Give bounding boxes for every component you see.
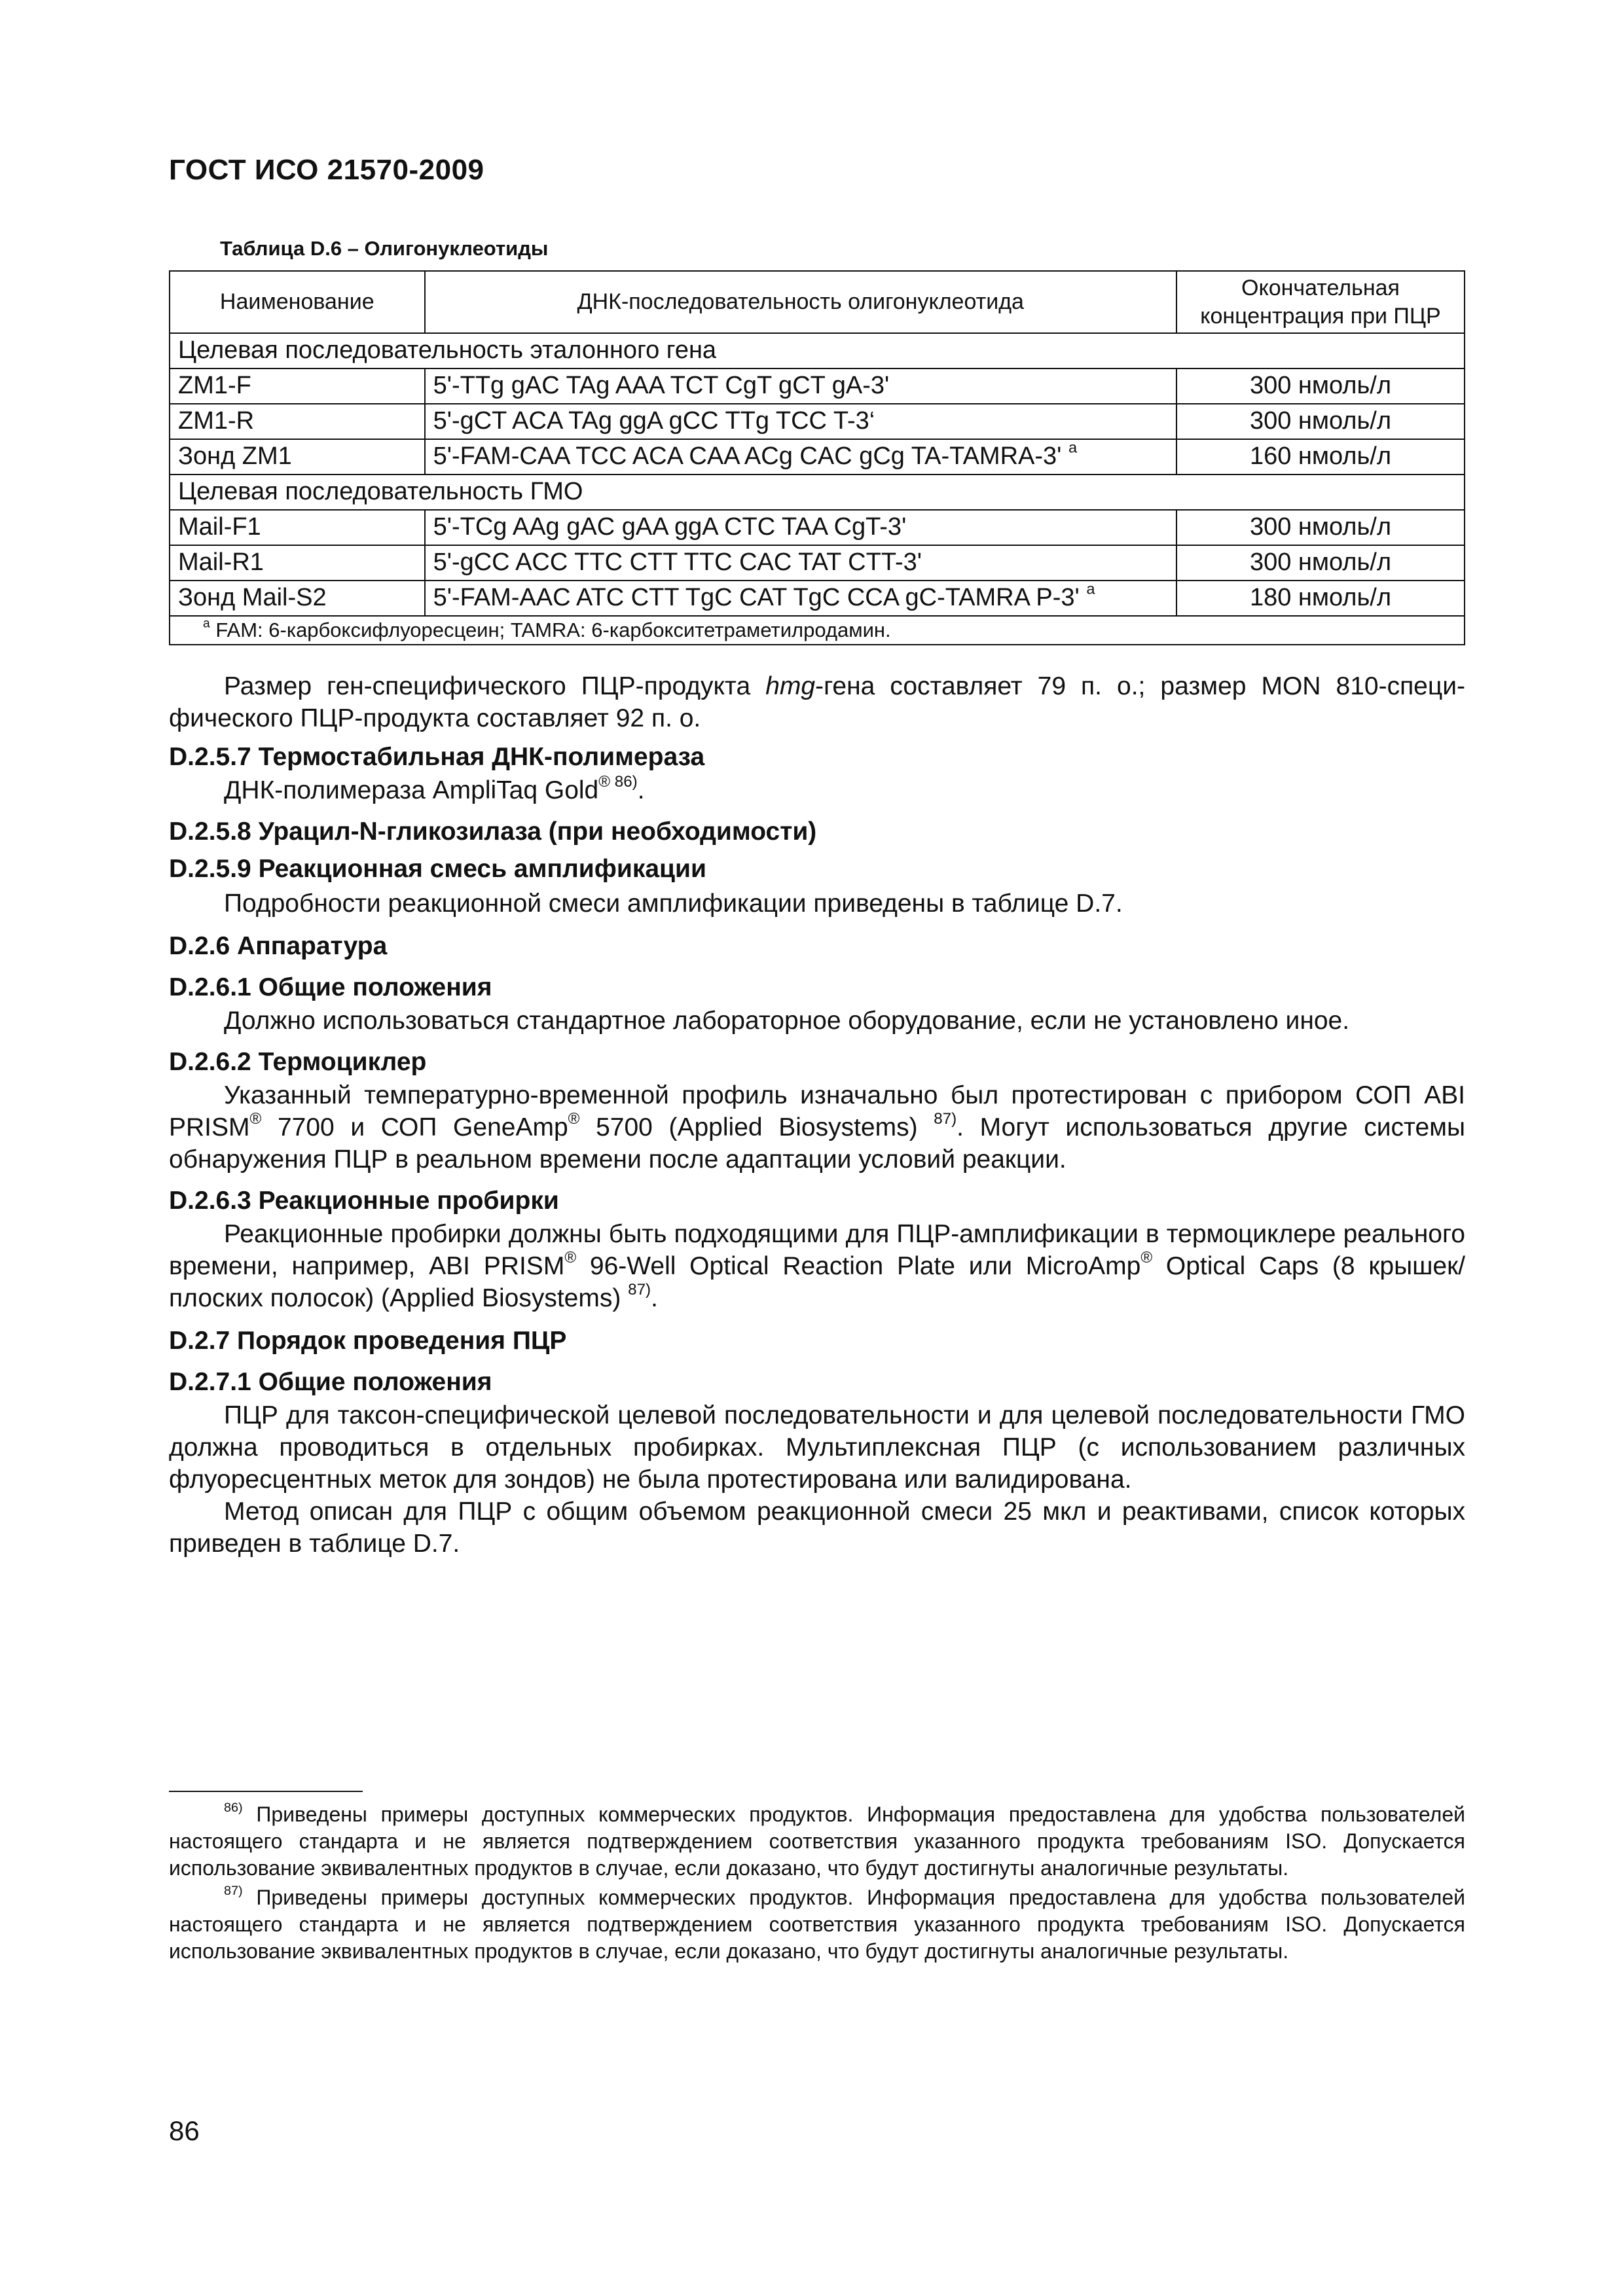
- table-row: [170, 404, 1465, 439]
- footnote-87: [169, 1884, 1465, 1965]
- column-header-concentration: Окончательная концентрация при ПЦР: [1176, 271, 1465, 333]
- paragraph-product-size: [169, 670, 1465, 734]
- heading-d271: D.2.7.1 Общие положения: [169, 1368, 492, 1396]
- footnote-number: 87): [224, 1884, 243, 1899]
- paragraph-polymerase: [169, 774, 1465, 806]
- text-run: Указанный температурно-временной профиль изначально был протестирован с прибором СОП ABI PRISM: [169, 1081, 1465, 1141]
- oligo-concentration: 300 нмоль/л: [1176, 510, 1465, 545]
- paragraph-tubes: [169, 1218, 1465, 1314]
- oligo-name: ZM1-R: [170, 404, 425, 439]
- oligo-concentration: 180 нмоль/л: [1176, 581, 1465, 616]
- footnote-marker: a: [1068, 439, 1078, 456]
- table-row: [170, 510, 1465, 545]
- text-run: .: [637, 776, 645, 804]
- table-footnote-marker: a: [203, 617, 210, 631]
- heading-d262: D.2.6.2 Термоциклер: [169, 1048, 427, 1076]
- text-run: .: [651, 1284, 658, 1312]
- text-run: Реакционные пробирки должны быть подходящими для ПЦР-амплификации в термоциклере реального времени, например, ABI PRISM: [169, 1220, 1465, 1280]
- heading-d259: D.2.5.9 Реакционная смесь амплификации: [169, 855, 706, 883]
- text-run: Размер ген-специфического ПЦР-продукта: [224, 672, 766, 700]
- heading-d257: D.2.5.7 Термостабильная ДНК-полимераза: [169, 743, 705, 771]
- paragraph-separate-tubes: ПЦР для таксон-специфической целевой последовательности и для целевой последовательности ГМО должна проводиться в отдельных пробирках. Мультиплексная ПЦР (с использованием различных флуоресцентных меток для зондов) не была протестирована или валидирована.: [169, 1401, 1465, 1494]
- main-text: [169, 670, 1465, 1560]
- superscript: ®: [564, 1248, 577, 1266]
- table-row: [170, 368, 1465, 404]
- oligo-concentration: 300 нмоль/л: [1176, 404, 1465, 439]
- superscript: 87): [934, 1109, 957, 1128]
- footnote-text: Приведены примеры доступных коммерческих продуктов. Информация предоставлена для удобства пользователей настоящего стандарта и не является подтверждением соответствия указанного продукта требованиям ISO. Допускается использование эквивалентных продуктов в случае, если доказано, что будут достигнуты аналогичные результаты.: [169, 1886, 1465, 1963]
- oligo-sequence: 5'-gCC ACC TTC CTT TTC CAC TAT CTT-3': [425, 545, 1176, 581]
- footnote-separator: [169, 1791, 363, 1792]
- section-gmo: Целевая последовательность ГМО: [170, 475, 1465, 510]
- oligonucleotide-table: [169, 270, 1465, 645]
- oligo-sequence: 5'-gCT ACA TAg ggA gCC TTg TCC T-3‘: [425, 404, 1176, 439]
- paragraph-thermocycler: [169, 1079, 1465, 1175]
- gene-name: hmg: [765, 672, 816, 700]
- text-run: Optical Caps (8 крышек/плоских полосок) (Applied Biosystems): [169, 1252, 1465, 1312]
- oligo-name: Зонд Mail-S2: [170, 581, 425, 616]
- heading-d258: D.2.5.8 Урацил-N-гликозилаза (при необходимости): [169, 817, 817, 846]
- table-header-row: [170, 271, 1465, 333]
- text-run: -гена составляет 79 п. о.; размер MON 810-специфического ПЦР-продукта составляет 92 п. о.: [169, 672, 1465, 732]
- superscript: ®: [568, 1109, 580, 1128]
- superscript: ®: [1140, 1248, 1153, 1266]
- section-reference-gene: Целевая последовательность эталонного гена: [170, 333, 1465, 368]
- superscript: ®: [249, 1109, 262, 1128]
- table-row: [170, 581, 1465, 616]
- text-run: . Могут использоваться другие системы обнаружения ПЦР в реальном времени после адаптации условий реакции.: [169, 1113, 1465, 1174]
- column-header-name: Наименование: [170, 271, 425, 333]
- oligo-name: Mail-R1: [170, 545, 425, 581]
- heading-d261: D.2.6.1 Общие положения: [169, 973, 492, 1001]
- heading-d26: D.2.6 Аппаратура: [169, 932, 388, 960]
- oligo-sequence: 5'-TCg AAg gAC gAA ggA CTC TAA CgT-3': [425, 510, 1176, 545]
- paragraph-equipment: Должно использоваться стандартное лабораторное оборудование, если не установлено иное.: [224, 1007, 1350, 1035]
- oligo-name: ZM1-F: [170, 368, 425, 404]
- text-run: 96-Well Optical Reaction Plate или MicroAmp: [576, 1252, 1141, 1280]
- oligo-concentration: 300 нмоль/л: [1176, 545, 1465, 581]
- footnote-number: 86): [224, 1801, 243, 1816]
- sequence-text: 5'-FAM-AAC ATC CTT TgC CAT TgC CCA gC-TAMRA P-3': [433, 584, 1080, 612]
- oligo-name: Mail-F1: [170, 510, 425, 545]
- text-run: 7700 и СОП GeneAmp: [261, 1113, 568, 1141]
- footnote-text: Приведены примеры доступных коммерческих продуктов. Информация предоставлена для удобства пользователей настоящего стандарта и не является подтверждением соответствия указанного продукта требованиям ISO. Допускается использование эквивалентных продуктов в случае, если доказано, что будут достигнуты аналогичные результаты.: [169, 1803, 1465, 1880]
- paragraph-amplification-mix: Подробности реакционной смеси амплификации приведены в таблице D.7.: [224, 889, 1123, 918]
- oligo-concentration: 160 нмоль/л: [1176, 439, 1465, 475]
- oligo-sequence: 5'-TTg gAC TAg AAA TCT CgT gCT gA-3': [425, 368, 1176, 404]
- table-row: [170, 545, 1465, 581]
- heading-d263: D.2.6.3 Реакционные пробирки: [169, 1187, 559, 1215]
- table-footnote-text: FAM: 6-карбоксифлуоресцеин; TAMRA: 6-карбокситетраметилродамин.: [215, 618, 891, 641]
- table-caption: Таблица D.6 – Олигонуклеотиды: [220, 237, 549, 260]
- superscript: ® 86): [598, 772, 638, 791]
- footnote-86: [169, 1801, 1465, 1882]
- oligo-sequence: [425, 581, 1176, 616]
- footnotes: [169, 1801, 1465, 1967]
- text-run: ДНК-полимераза AmpliTaq Gold: [224, 776, 599, 804]
- table-row: [170, 439, 1465, 475]
- heading-d27: D.2.7 Порядок проведения ПЦР: [169, 1327, 567, 1355]
- oligo-concentration: 300 нмоль/л: [1176, 368, 1465, 404]
- oligo-sequence: [425, 439, 1176, 475]
- paragraph-reaction-volume: Метод описан для ПЦР с общим объемом реакционной смеси 25 мкл и реактивами, список которых приведен в таблице D.7.: [169, 1498, 1465, 1558]
- table-section-row: [170, 475, 1465, 510]
- oligo-name: Зонд ZM1: [170, 439, 425, 475]
- superscript: 87): [628, 1280, 651, 1299]
- footnote-marker: a: [1086, 580, 1095, 598]
- page-number: 86: [169, 2115, 200, 2146]
- text-run: 5700 (Applied Biosystems): [579, 1113, 934, 1141]
- column-header-sequence: ДНК-последовательность олигонуклеотида: [425, 271, 1176, 333]
- table-section-row: [170, 333, 1465, 368]
- sequence-text: 5'-FAM-CAA TCC ACA CAA ACg CAC gCg TA-TAMRA-3': [433, 442, 1062, 471]
- table-footnote-row: [170, 616, 1465, 645]
- table-footnote: [170, 616, 1465, 645]
- document-header: ГОСТ ИСО 21570-2009: [169, 154, 484, 186]
